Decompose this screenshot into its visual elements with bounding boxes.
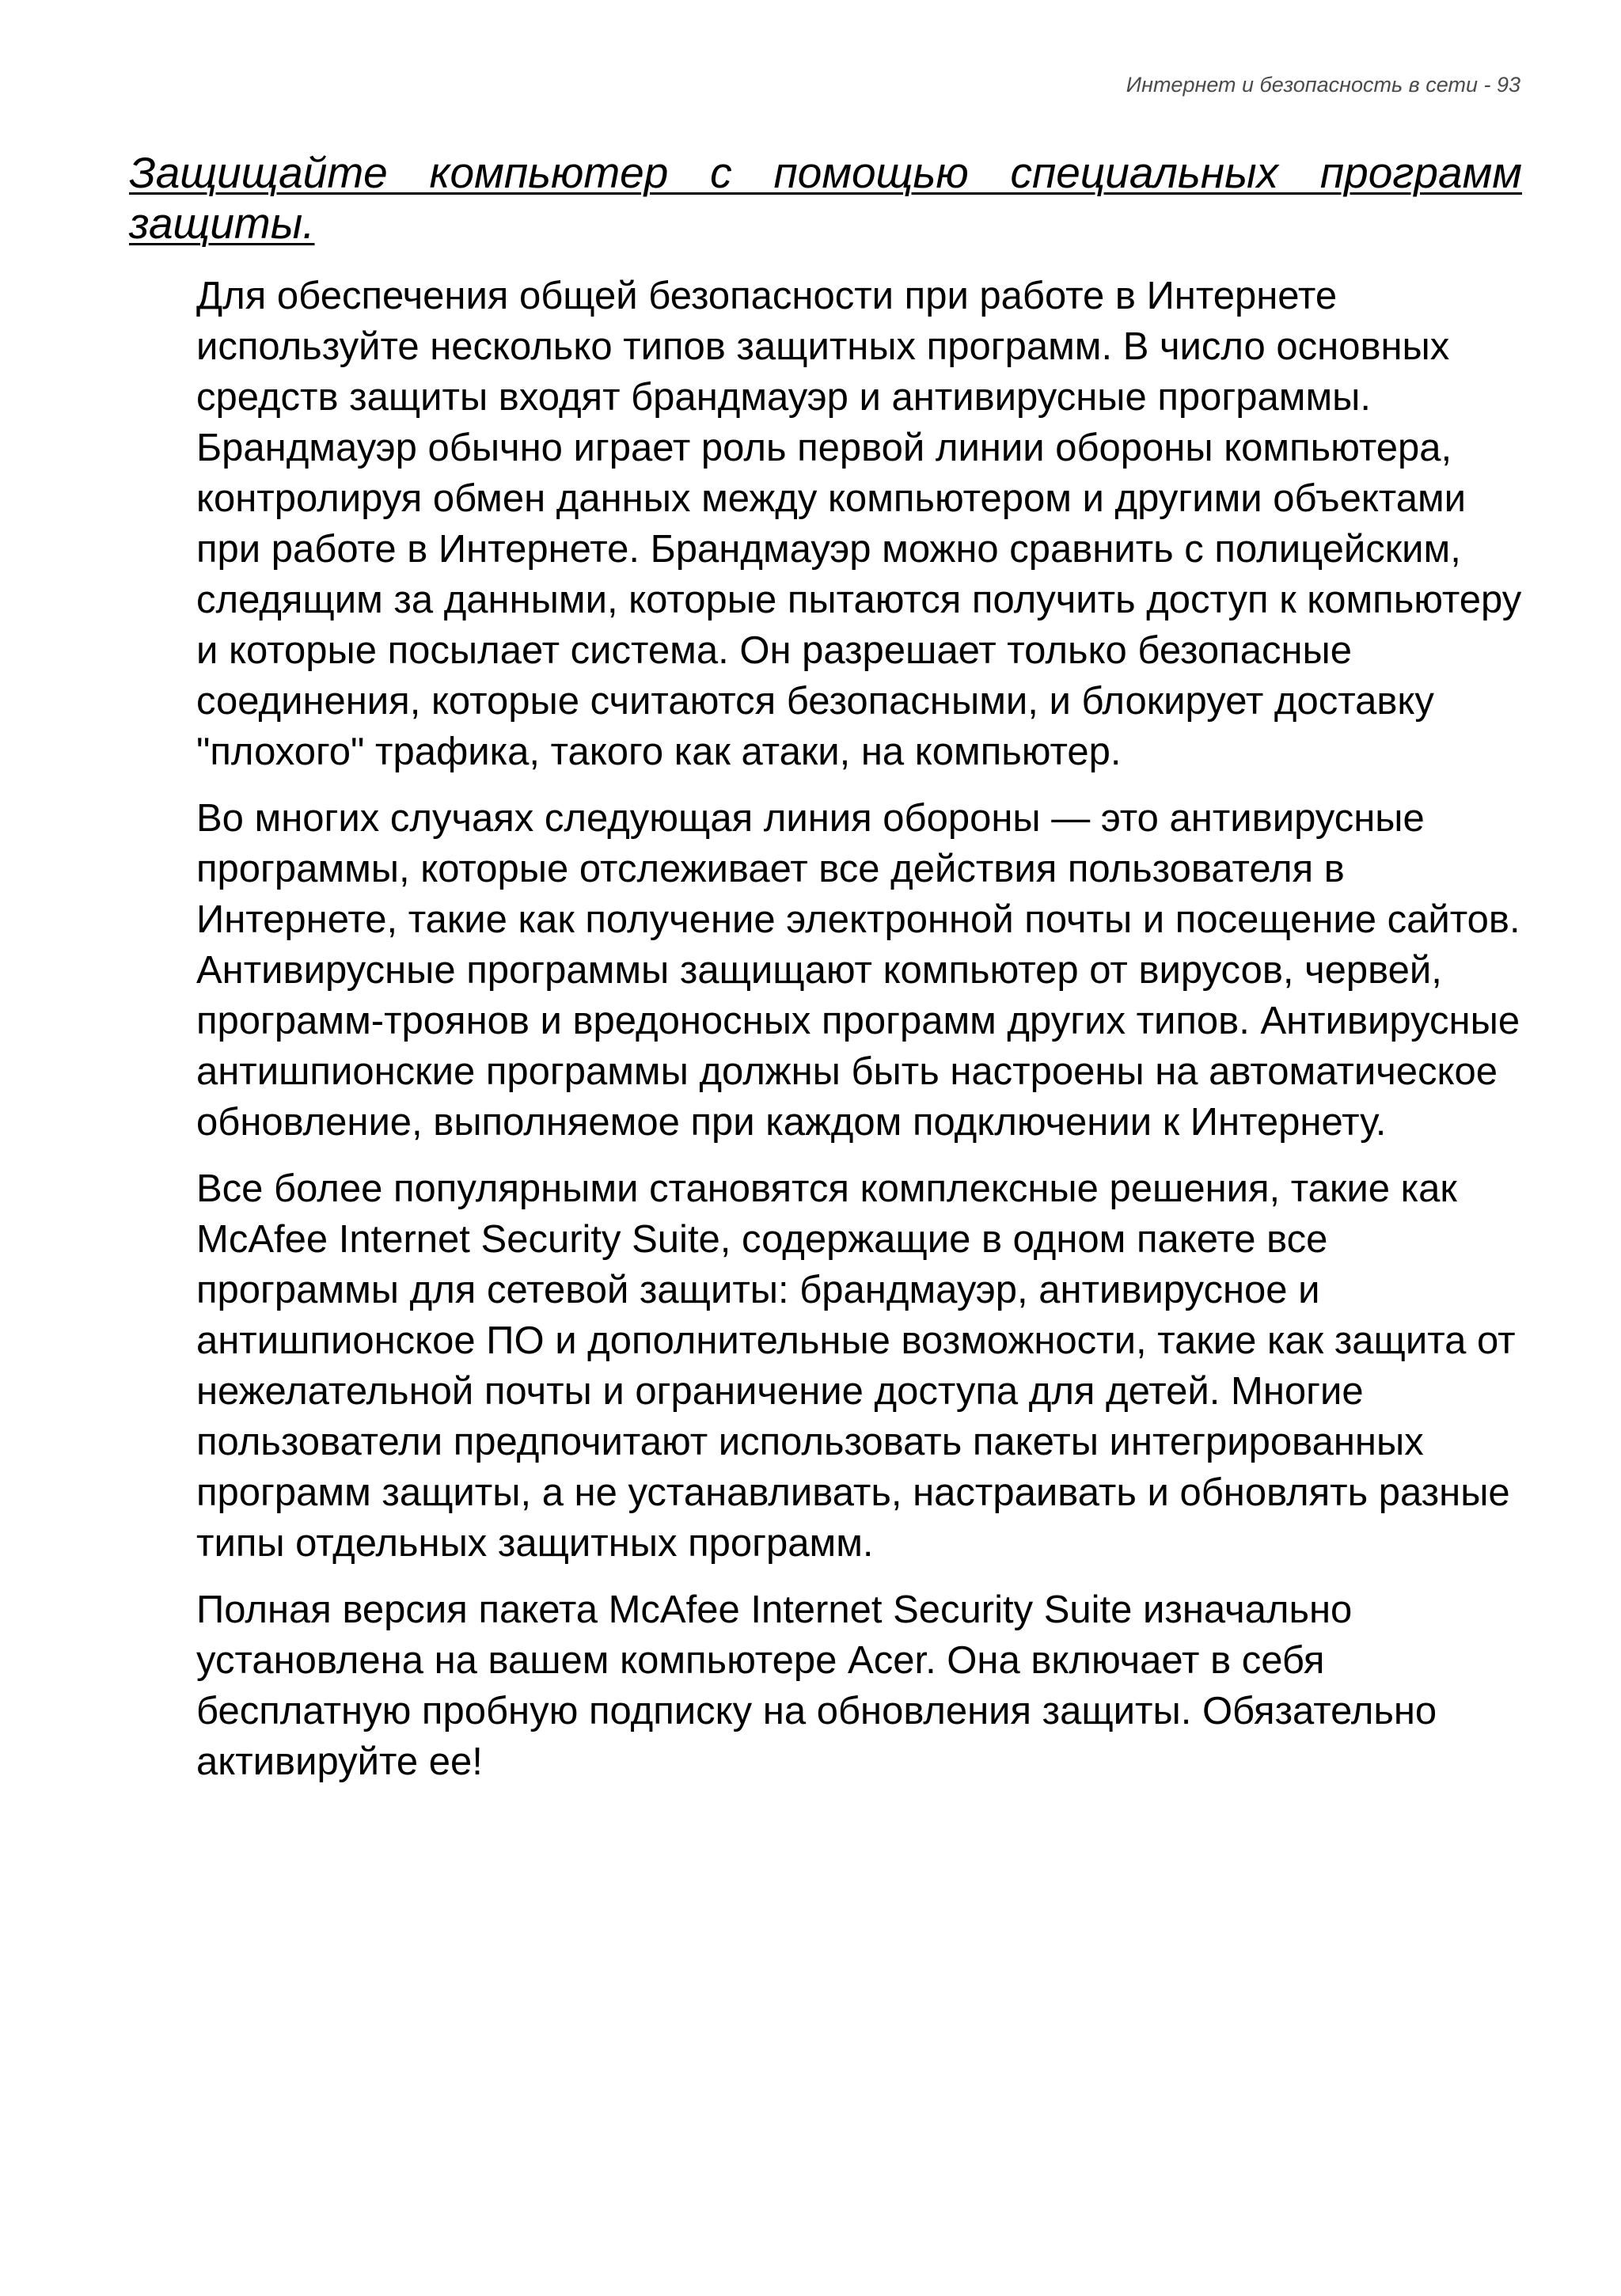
body-text	[196, 271, 1526, 1803]
paragraph-firewall: Для обеспечения общей безопасности при работе в Интернете используйте несколько типов защитных программ. В число основных средств защиты входят брандмауэр и антивирусные программы. Брандмауэр обычно играет роль первой линии обороны компьютера, контролируя обмен данных между компьютером и другими объектами при работе в Интернете. Брандмауэр можно сравнить с полицейским, следящим за данными, которые пытаются получить доступ к компьютеру и которые посылает система. Он разрешает только безопасные соединения, которые считаются безопасными, и блокирует доставку "плохого" трафика, такого как атаки, на компьютер.	[196, 275, 1522, 773]
paragraph-antivirus: Во многих случаях следующая линия обороны — это антивирусные программы, которые отслеживает все действия пользователя в Интернете, такие как получение электронной почты и посещение сайтов. Антивирусные программы защищают компьютер от вирусов, червей, программ-троянов и вредоносных программ других типов. Антивирусные антишпионские программы должны быть настроены на автоматическое обновление, выполняемое при каждом подключении к Интернету.	[196, 797, 1520, 1144]
section-heading: Защищайте компьютер с помощью специальных программ защиты.	[129, 148, 1522, 248]
page-header: Интернет и безопасность в сети - 93	[1126, 73, 1520, 97]
paragraph-security-suites: Все более популярными становятся комплексные решения, такие как McAfee Internet Security Suite, содержащие в одном пакете все программы для сетевой защиты: брандмауэр, антивирусное и антишпионское ПО и дополнительные возможности, такие как защита от нежелательной почты и ограничение доступа для детей. Многие пользователи предпочитают использовать пакеты интегрированных программ защиты, а не устанавливать, настраивать и обновлять разные типы отдельных защитных программ.	[196, 1167, 1516, 1565]
paragraph-mcafee-trial: Полная версия пакета McAfee Internet Security Suite изначально установлена на вашем компьютере Acer. Она включает в себя бесплатную пробную подписку на обновления защиты. Обязательно активируйте ее!	[196, 1588, 1437, 1783]
